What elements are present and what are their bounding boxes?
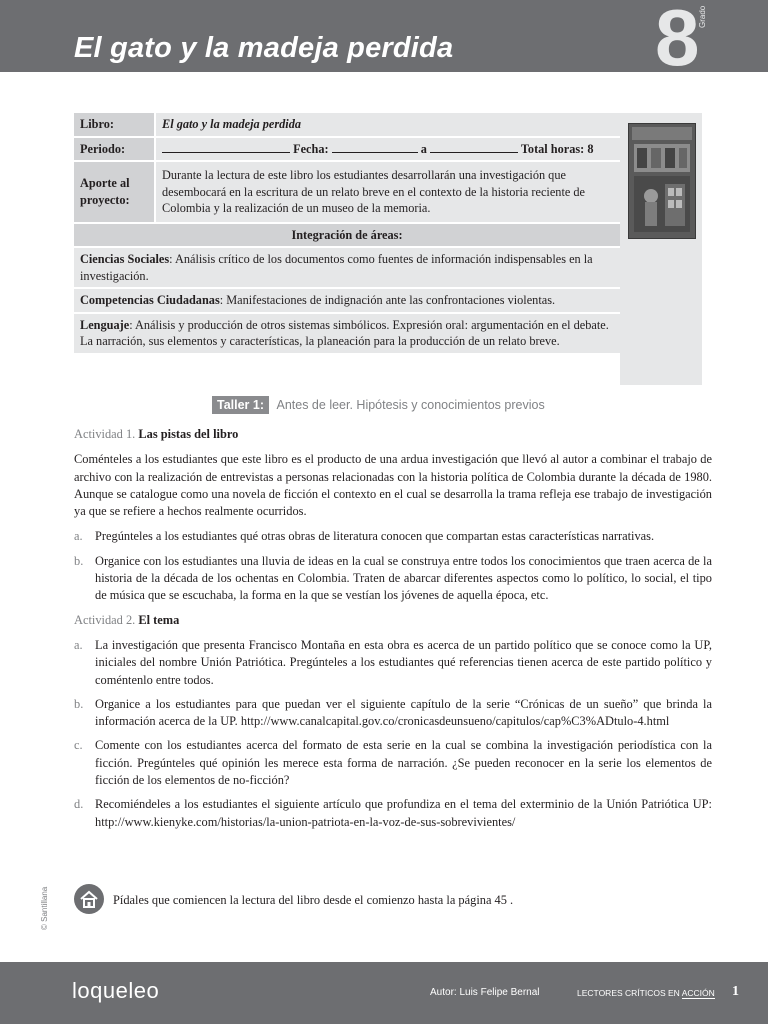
periodo-fields	[154, 138, 620, 161]
list-marker: d.	[74, 797, 84, 812]
page-header	[0, 0, 768, 82]
integracion-heading: Integración de áreas:	[74, 224, 620, 249]
area-name: Lenguaje	[80, 317, 130, 332]
reading-instruction: Pídales que comiencen la lectura del libro desde el comienzo hasta la página 45 .	[113, 893, 514, 907]
page-title: El gato y la madeja perdida	[74, 32, 454, 64]
grade-label: Grado	[698, 5, 707, 28]
activity-1-intro: Coménteles a los estudiantes que este libro es el producto de una ardua investigación que llevó al autor a combinar el trabajo de archivo con la realización de entrevistas a personas relacionadas con la historia política de Colombia durante la década de 1980. Aunque se catalogue como una novela de ficción el contexto en el cual se desarrolla la trama refleja ese trabajo de investigación ya que se refiere a hechos realmente ocurridos.	[74, 452, 712, 519]
area-name: Ciencias Sociales	[80, 252, 170, 266]
list-item	[74, 796, 712, 831]
aporte-label: Aporte al proyecto:	[74, 162, 154, 222]
list-marker: c.	[74, 738, 83, 753]
author-credit: Autor: Luis Felipe Bernal	[430, 987, 540, 998]
series-prefix: LECTORES CRÍTICOS EN	[577, 988, 682, 998]
list-item	[74, 737, 712, 789]
libro-row	[74, 113, 620, 138]
list-item	[74, 696, 712, 731]
list-text: Comente con los estudiantes acerca del formato de esta serie en la cual se combina la investigación periodística con la ficción. Pregúnteles qué opinión les merece esta forma de narración. ¿Se pueden reconocer en la serie los elementos de ficción de los elementos de no-ficción?	[95, 738, 712, 788]
area-text: : Análisis crítico de los documentos como fuentes de información indispensables en la investigación.	[80, 252, 593, 283]
periodo-label: Periodo:	[74, 138, 154, 161]
area-name: Competencias Ciudadanas	[80, 293, 220, 307]
fecha-end-blank[interactable]	[430, 141, 518, 153]
list-text: Pregúnteles a los estudiantes qué otras obras de literatura conocen que compartan estas características narrativas.	[95, 529, 655, 544]
list-marker: b.	[74, 553, 84, 568]
series-name	[577, 988, 715, 998]
aporte-row	[74, 162, 620, 224]
area-text: : Análisis y producción de otros sistemas simbólicos. Expresión oral: argumentación en el debate. La narración, sus elementos y características, la planeación para la producción de un relato breve.	[80, 317, 609, 348]
taller-tag: Taller 1:	[212, 396, 269, 414]
list-item	[74, 528, 712, 545]
aporte-text: Durante la lectura de este libro los estudiantes desarrollarán una investigación que desembocará en la escritura de un relato breve en el contexto de la historia reciente de Colombia y la realización de un museo de la memoria.	[154, 162, 620, 222]
series-accent: ACCIÓN	[681, 988, 715, 998]
list-marker: b.	[74, 696, 84, 711]
activities-content	[74, 426, 712, 838]
list-text: Organice con los estudiantes una lluvia de ideas en la cual se construya entre todos los conocimientos que traen acerca de la historia de la década de los ochentas en Colombia. Traten de abarcar diferentes aspectos como lo político, lo social, el tipo de música que se escuchaba, la forma en la que se vestían los jóvenes de aquella época, etc.	[95, 553, 712, 603]
periodo-row	[74, 138, 620, 163]
activity-title: Las pistas del libro	[138, 427, 239, 441]
libro-label: Libro:	[74, 113, 154, 136]
list-item	[74, 637, 712, 689]
activity-2-heading	[74, 612, 712, 629]
cover-panel	[620, 113, 702, 385]
a-label: a	[420, 141, 427, 156]
publisher-logo: loqueleo	[72, 978, 160, 1003]
list-marker: a.	[74, 637, 83, 652]
list-text: Recomiéndeles a los estudiantes el siguiente artículo que profundiza en el tema del exterminio de la Unión Patriótica UP: http://www.kienyke.com/historias/la-union-patriota-en-la-voz-de-sus-sobrevivientes/	[95, 797, 712, 829]
fecha-label: Fecha:	[293, 141, 329, 156]
fecha-blank[interactable]	[332, 141, 418, 153]
taller-title: Antes de leer. Hipótesis y conocimientos previos	[276, 398, 545, 412]
activity-label: Actividad 2.	[74, 612, 136, 627]
libro-value: El gato y la madeja perdida	[154, 113, 620, 136]
activity-label: Actividad 1.	[74, 427, 136, 441]
copyright-note: © Santillana	[40, 886, 49, 930]
page-footer	[0, 962, 768, 1024]
area-text: : Manifestaciones de indignación ante las confrontaciones violentas.	[219, 293, 556, 307]
area-lenguaje	[74, 314, 620, 355]
activity-title: El tema	[138, 612, 180, 627]
house-icon	[74, 884, 104, 914]
page-number: 1	[732, 984, 739, 999]
total-hours: Total horas: 8	[520, 141, 594, 156]
periodo-blank[interactable]	[162, 141, 290, 153]
activity-1-heading	[74, 426, 712, 443]
taller-heading	[212, 398, 545, 412]
list-text: La investigación que presenta Francisco Montaña en esta obra es acerca de un partido político que se conoce como la UP, iniciales del nombre Unión Patriótica. Pregúnteles a los estudiantes qué referencias tienen acerca de este partido político y coméntenlo entre todos.	[95, 637, 712, 687]
list-item	[74, 553, 712, 605]
book-cover-image	[628, 123, 696, 239]
area-ciencias	[74, 248, 620, 289]
list-marker: a.	[74, 529, 83, 544]
list-text: Organice a los estudiantes para que puedan ver el siguiente capítulo de la serie “Crónicas de un sueño” que brinda la información acerca de la UP. http://www.canalcapital.gov.co/cronicasdeunsueno/capitulos/cap%C3%ADtulo-4.html	[95, 696, 712, 729]
area-competencias	[74, 289, 620, 314]
book-info-table	[74, 113, 620, 355]
grade-number: 8	[655, 0, 700, 82]
